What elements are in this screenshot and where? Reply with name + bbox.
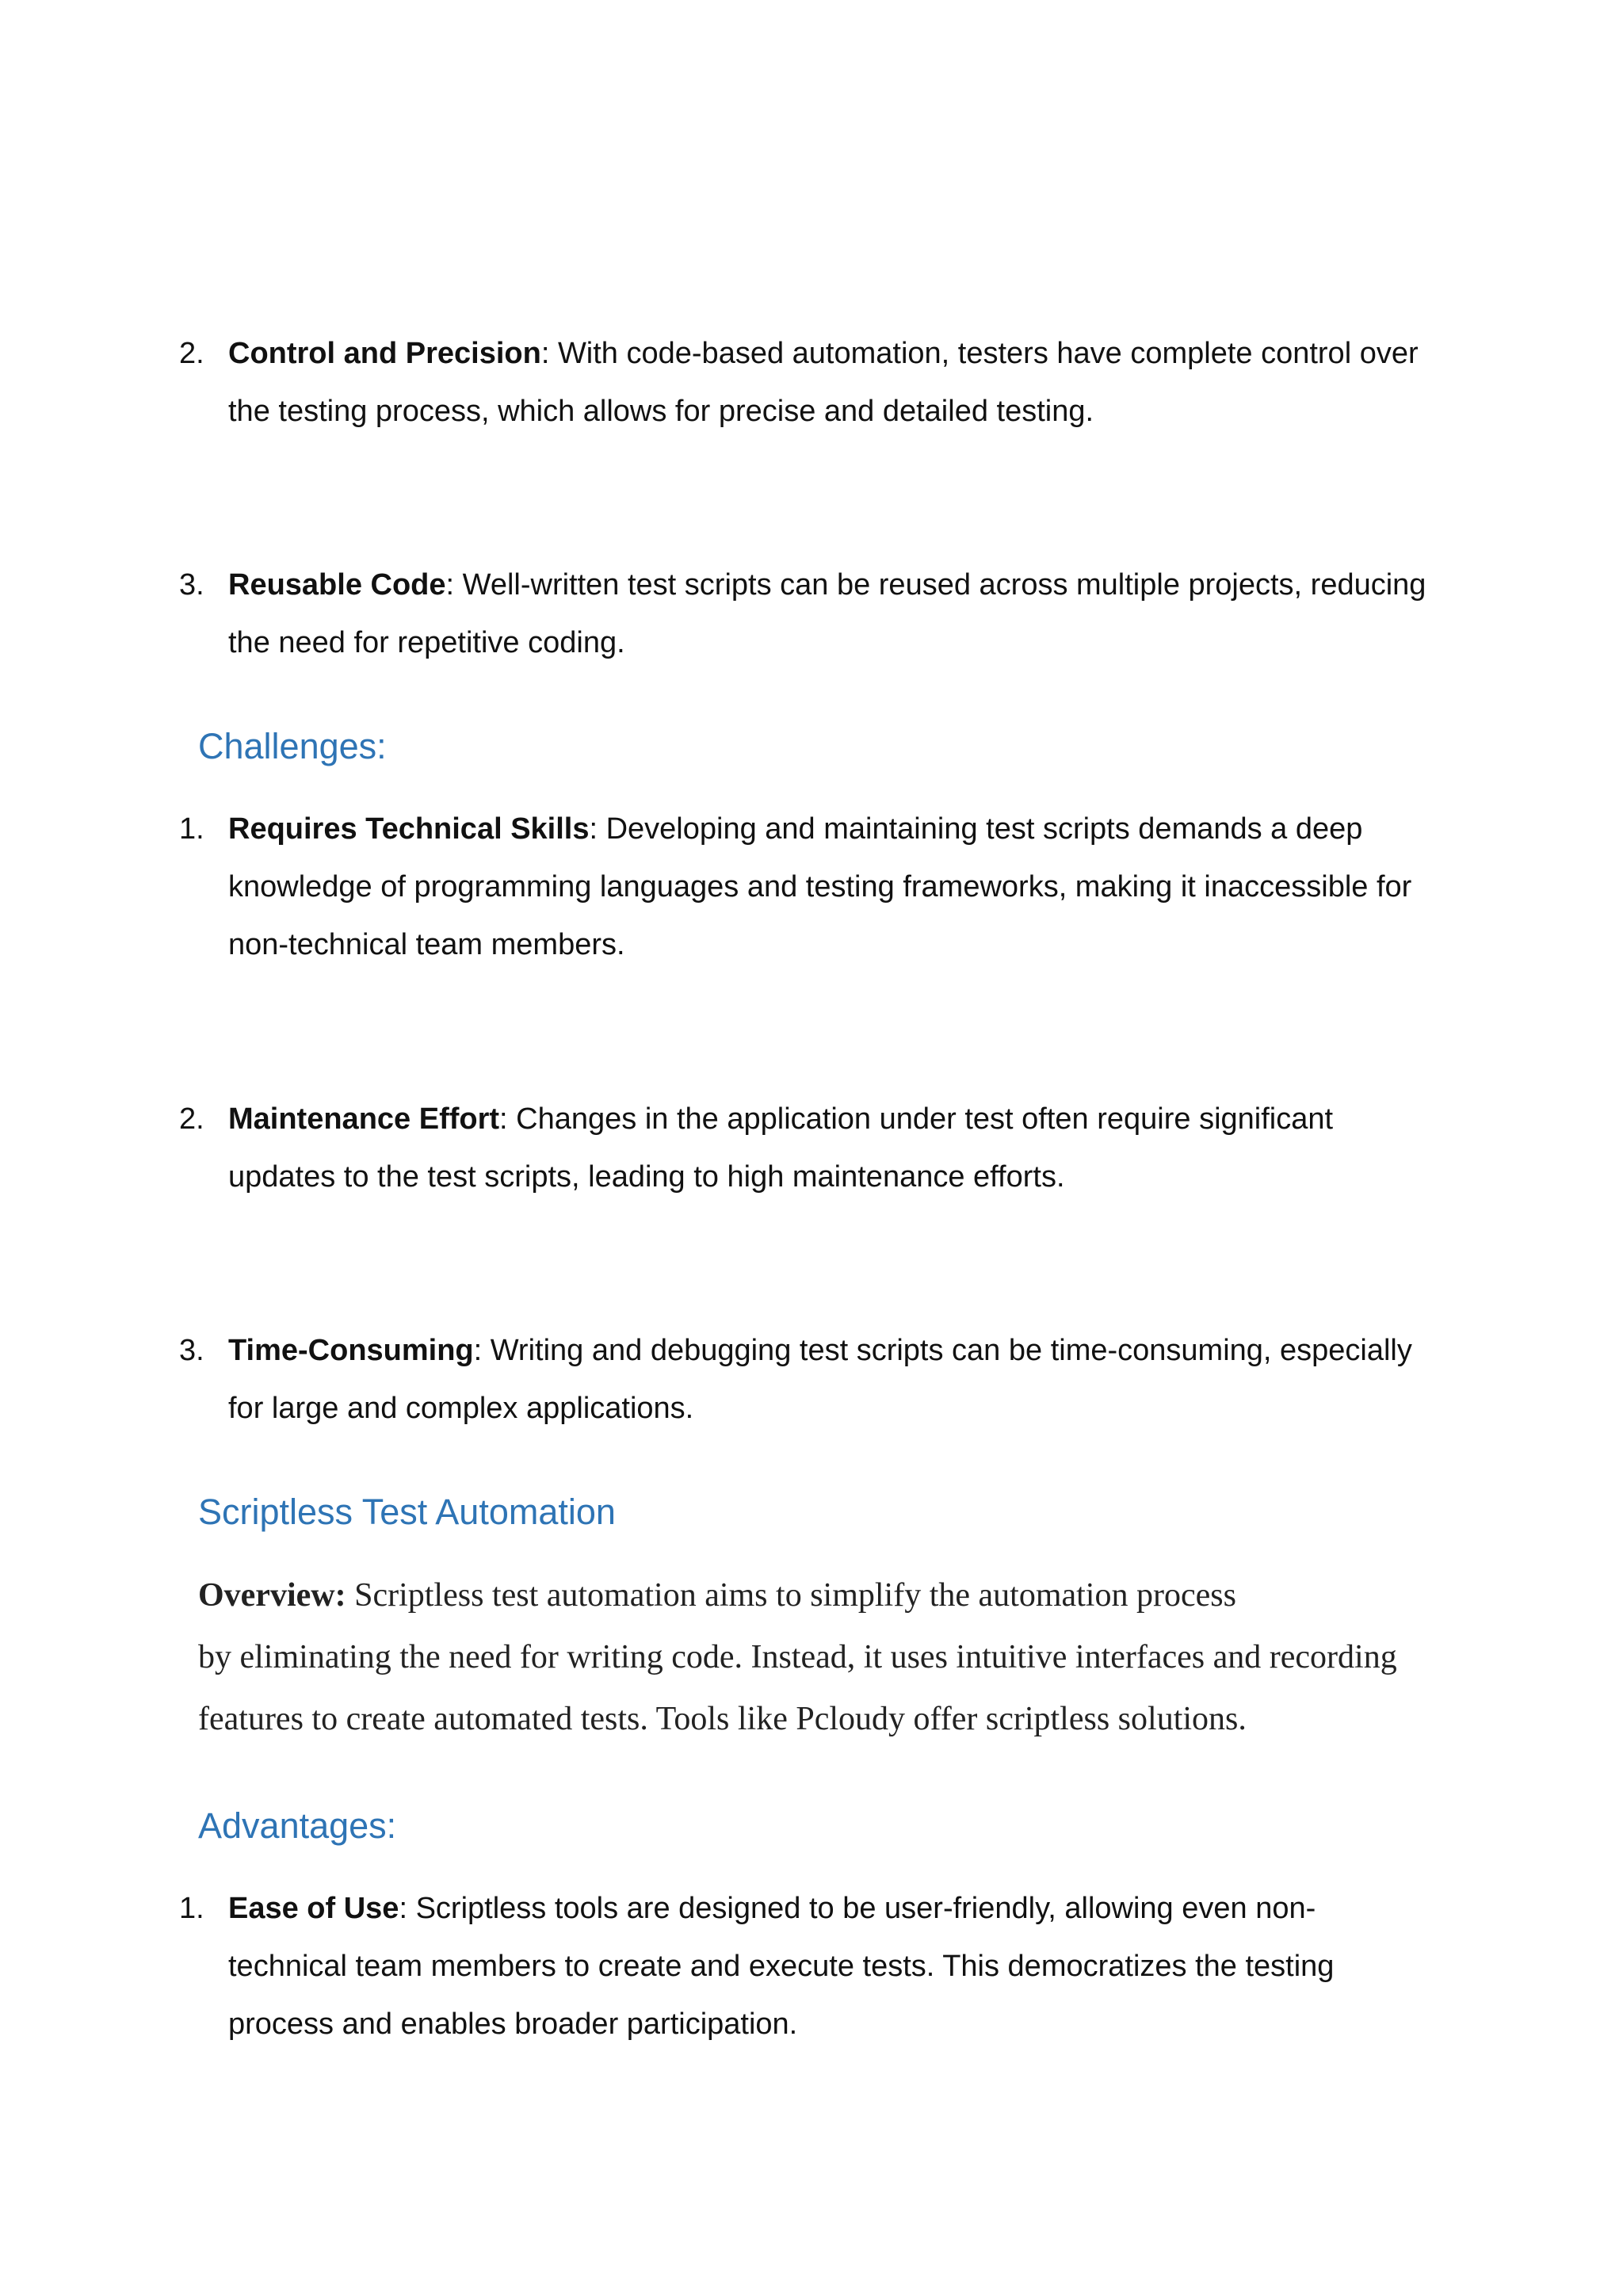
list-item-body [228, 1322, 1449, 1438]
challenges-heading: Challenges: [198, 726, 387, 766]
overview-label: Overview: [198, 1577, 346, 1614]
list-item-text-line2: the testing process, which allows for precise and detailed testing. [228, 395, 1094, 428]
list-item-body [228, 800, 1449, 974]
list-number: 2. [179, 337, 204, 370]
list-number: 1. [179, 812, 204, 846]
list-number: 1. [179, 1892, 204, 1925]
list-item-body [228, 325, 1449, 441]
list-number: 2. [179, 1102, 204, 1136]
list-number: 3. [179, 1334, 204, 1367]
list-item-text-line3: non-technical team members. [228, 928, 625, 961]
list-item-title: Time-Consuming [228, 1334, 474, 1367]
list-item-text: : Developing and maintaining test scripts demands a deep [589, 812, 1363, 846]
list-item-text-line2: for large and complex applications. [228, 1392, 694, 1425]
list-item-text-line2: the need for repetitive coding. [228, 626, 625, 659]
list-item-text-line3: process and enables broader participation. [228, 2008, 798, 2041]
scriptless-heading: Scriptless Test Automation [198, 1492, 616, 1532]
list-item-title: Reusable Code [228, 568, 446, 602]
list-item-text-line2: knowledge of programming languages and testing frameworks, making it inaccessible for [228, 870, 1412, 904]
list-item-title: Requires Technical Skills [228, 812, 590, 846]
list-item-body [228, 1091, 1449, 1206]
list-item-text: : Scriptless tools are designed to be user-friendly, allowing even non- [399, 1892, 1316, 1925]
overview-paragraph [198, 1564, 1450, 1750]
list-item-body [228, 556, 1449, 672]
overview-line3: features to create automated tests. Tools like Pcloudy offer scriptless solutions. [198, 1701, 1247, 1737]
overview-line2: by eliminating the need for writing code. Instead, it uses intuitive interfaces and recording [198, 1639, 1397, 1675]
list-item-title: Control and Precision [228, 337, 541, 370]
list-item-text: : Writing and debugging test scripts can be time-consuming, especially [473, 1334, 1412, 1367]
advantages-heading: Advantages: [198, 1805, 397, 1846]
list-item-text-line2: technical team members to create and execute tests. This democratizes the testing [228, 1950, 1335, 1983]
list-item-body [228, 1880, 1449, 2053]
list-item-title: Ease of Use [228, 1892, 399, 1925]
list-item-text: : Changes in the application under test often require significant [499, 1102, 1334, 1136]
list-item-text: : Well-written test scripts can be reused across multiple projects, reducing [445, 568, 1426, 602]
overview-line1: Scriptless test automation aims to simplify the automation process [346, 1577, 1236, 1614]
list-number: 3. [179, 568, 204, 602]
list-item-text: : With code-based automation, testers have complete control over [540, 337, 1419, 370]
list-item-text-line2: updates to the test scripts, leading to high maintenance efforts. [228, 1160, 1065, 1194]
list-item-title: Maintenance Effort [228, 1102, 500, 1136]
